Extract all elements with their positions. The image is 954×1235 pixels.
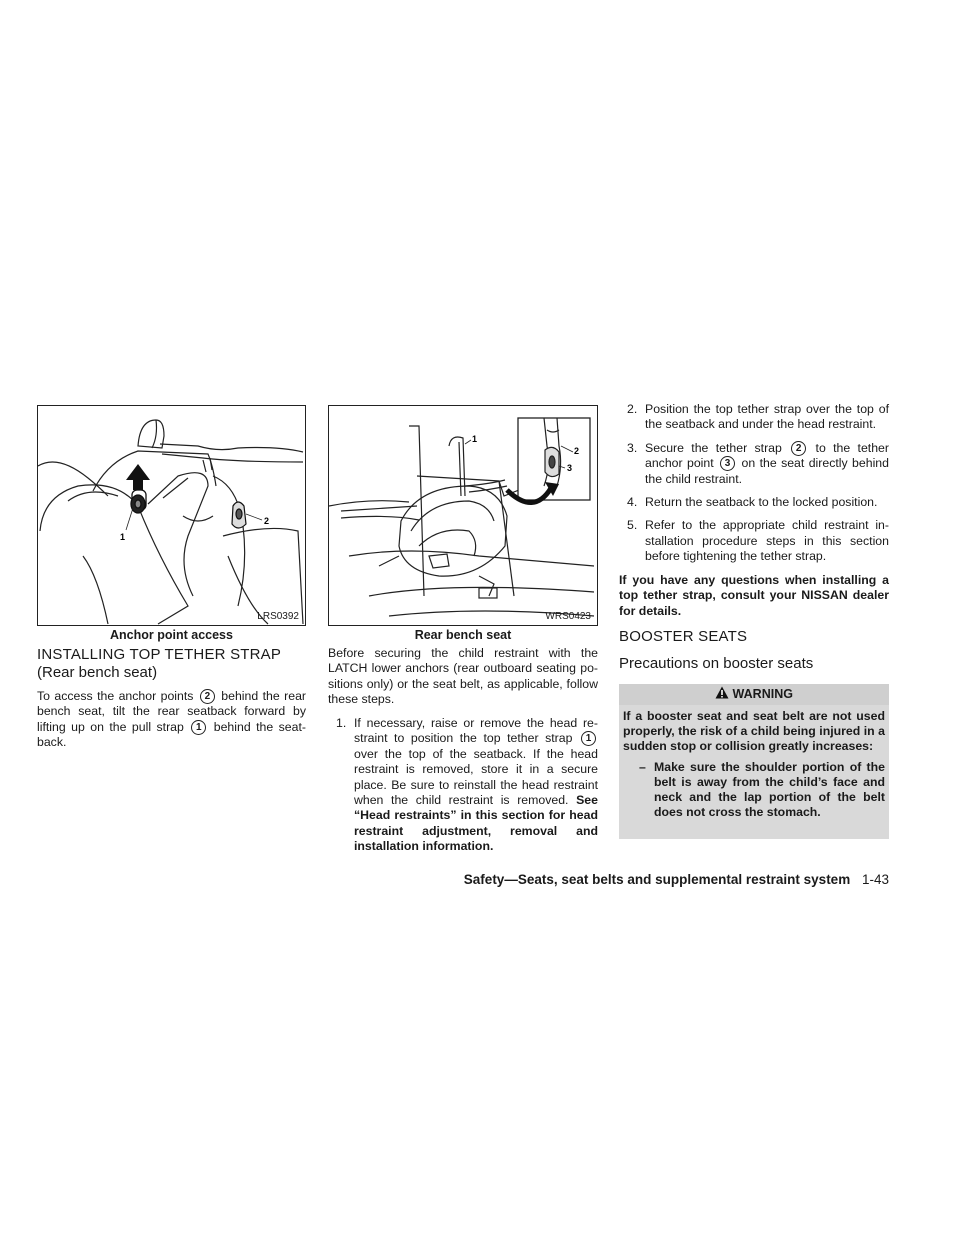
section-title: INSTALLING TOP TETHER STRAP [37,646,282,663]
step-1-text-a: If necessary, raise or remove the head re-straint to position the top tether strap [354,716,598,746]
step-2-number: 2. [627,402,638,416]
figure1-code: LRS0392 [257,611,299,622]
warning-body [619,705,889,826]
figure2-caption: Rear bench seat [414,628,512,642]
steps-list-1 [328,716,598,863]
marker-1: 1 [191,720,206,735]
step-3-number: 3. [627,440,638,455]
dealer-note: If you have any questions when installing a top tether strap, consult your NISSAN dealer for details. [619,573,889,618]
access-text-b: behind the rear bench seat, tilt the rear seatback forward by lifting up on the pull strap [37,689,306,734]
access-paragraph [37,689,306,751]
access-text-c: behind the seat-back. [37,719,306,750]
footer-page-number: 1-43 [861,872,889,887]
warning-box [619,684,889,839]
booster-title: BOOSTER SEATS [619,628,748,645]
seat-illustration-1 [38,406,305,625]
figure2-inset-callout-3: 3 [567,463,573,473]
step-3-text-a: Secure the tether strap [645,440,782,455]
figure2-code: WRS0423 [545,611,591,622]
steps-list-2 [619,402,889,573]
step-2-text: Position the top tether strap over the top of the seatback and under the head restraint. [645,402,889,432]
marker-2: 2 [200,689,215,704]
footer-section-title: Safety—Seats, seat belts and supplemental restraint system [463,872,851,887]
booster-subtitle: Precautions on booster seats [619,655,814,672]
step-5-text: Refer to the appropriate child restraint in-stallation procedure steps in this section before tightening the tether strap. [645,518,889,564]
page-footer [380,872,889,887]
step-3-text-c: on the seat directly behind the child restraint. [645,456,889,486]
step-2 [619,402,889,433]
warning-item-dash: – [639,760,646,774]
step-3-marker-a: 2 [791,441,806,456]
seat-illustration-2 [329,406,597,625]
step-4-number: 4. [627,495,638,510]
step-4-text: Return the seatback to the locked position. [645,495,878,510]
figure2-inset-callout-2: 2 [574,446,580,456]
warning-label: WARNING [732,687,793,701]
section-subtitle: (Rear bench seat) [37,664,158,681]
step-3-marker-b: 3 [720,456,735,471]
intro-paragraph: Before securing the child restraint with the LATCH lower anchors (rear outboard seating po-sitions only) or the seat belt, as applicable, follow these steps. [328,646,598,707]
figure-anchor-point-access [37,405,306,626]
warning-item-text: Make sure the shoulder portion of the belt is away from the child’s face and neck and the lap portion of the belt does not cross the stomach. [654,760,885,819]
figure-rear-bench-seat [328,405,598,626]
step-1 [328,716,598,855]
warning-paragraph: If a booster seat and seat belt are not used properly, the risk of a child being injured in a sudden stop or collision greatly increases: [623,709,885,753]
warning-item [623,760,885,820]
warning-triangle-icon [715,686,729,699]
warning-header [619,684,889,705]
figure2-callout-1: 1 [472,434,478,444]
step-5 [619,518,889,564]
step-1-marker: 1 [581,731,596,746]
step-5-number: 5. [627,518,638,533]
step-3 [619,441,889,487]
figure1-caption: Anchor point access [110,628,233,642]
step-3-text-b: to the tether anchor point [645,440,889,471]
step-4 [619,495,889,510]
step-1-text-b: over the top of the seatback. If the head restraint is removed, store it in a secure place. Be sure to reinstall the head restraint when the child restraint is removed. [354,746,598,808]
step-1-reference: See “Head restraints” in this section for head restraint adjustment, removal and installation information. [354,793,598,854]
step-1-number: 1. [336,716,347,730]
figure1-callout-2: 2 [264,516,270,526]
access-text-a: To access the anchor points [37,689,194,703]
figure1-callout-1: 1 [120,532,126,542]
